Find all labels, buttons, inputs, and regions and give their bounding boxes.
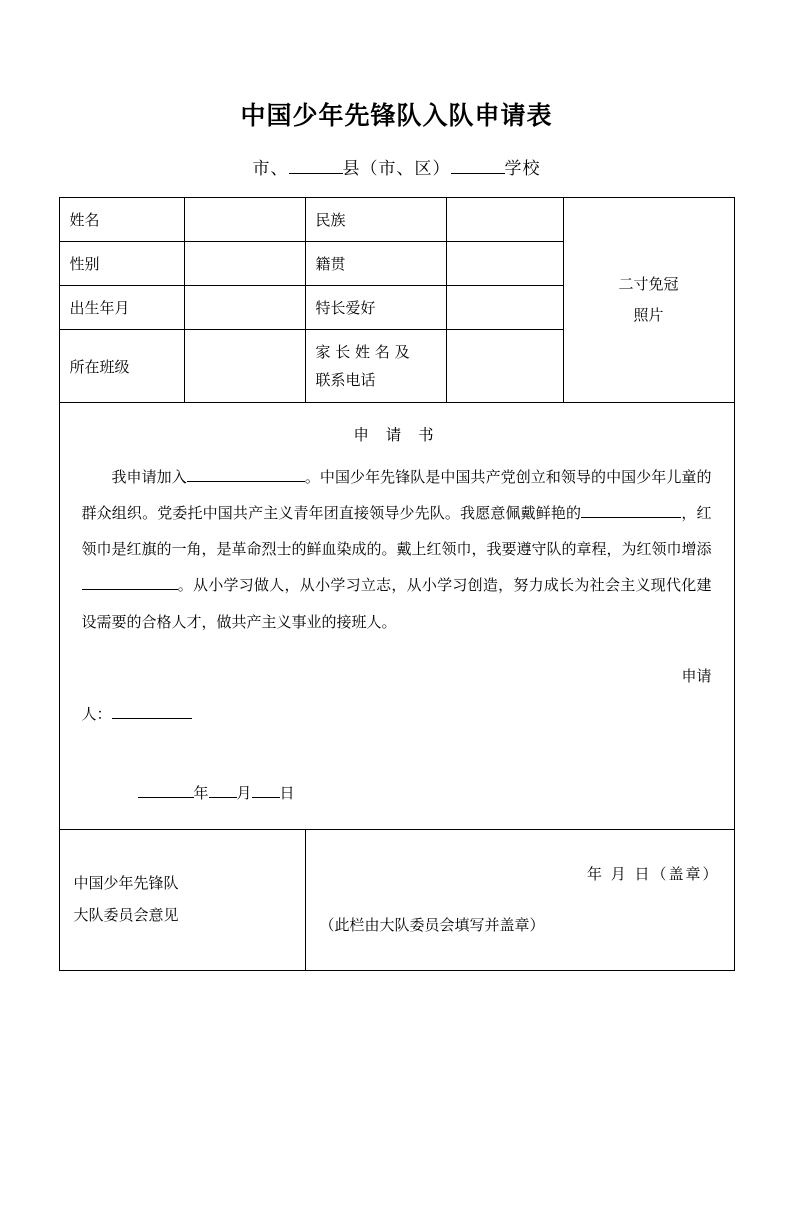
opinion-label	[59, 829, 305, 970]
subtitle-part-city: 市、	[252, 159, 289, 179]
label-hobby: 特长爱好	[305, 286, 446, 330]
opinion-label-line-2: 大队委员会意见	[73, 905, 179, 924]
date-label-month: 月	[236, 783, 252, 802]
photo-line-1: 二寸免冠	[618, 274, 679, 293]
opinion-date-line: 年 月 日（盖章）	[586, 864, 720, 883]
field-birthdate[interactable]	[184, 286, 305, 330]
blank-applicant-signature[interactable]	[112, 718, 192, 719]
label-native-place: 籍贯	[305, 242, 446, 286]
label-guardian-line-1: 家 长 姓 名 及	[315, 342, 410, 361]
date-label-year: 年	[193, 783, 209, 802]
application-body-row	[59, 403, 734, 830]
label-gender: 性别	[59, 242, 184, 286]
subtitle-line	[0, 154, 793, 179]
opinion-row	[59, 829, 734, 970]
blank-day[interactable]	[252, 797, 280, 798]
section-title-application: 申 请 书	[353, 426, 440, 444]
applicant-label-2: 人：	[81, 705, 112, 724]
label-name: 姓名	[59, 198, 184, 242]
blank-organization[interactable]	[187, 481, 305, 482]
application-text-4: 。从小学习做人，从小学习立志，从小学习创造，努力成长为社会主义现代化建设需要的合格人才，做共产主义事业的接班人。	[81, 576, 712, 631]
subtitle-part-county: 县（市、区）	[342, 159, 451, 179]
field-class[interactable]	[184, 330, 305, 403]
photo-line-2: 照片	[633, 306, 664, 324]
document-page	[0, 96, 793, 1218]
field-hobby[interactable]	[446, 286, 563, 330]
blank-year[interactable]	[138, 797, 194, 798]
applicant-label: 申请	[681, 666, 712, 685]
photo-placeholder[interactable]	[563, 198, 734, 403]
opinion-content[interactable]	[305, 829, 734, 970]
applicant-signature-line	[82, 696, 712, 732]
opinion-label-line-1: 中国少年先锋队	[73, 874, 179, 893]
date-label-day: 日	[279, 783, 295, 802]
subtitle-part-school: 学校	[504, 159, 541, 179]
label-class: 所在班级	[59, 330, 184, 403]
label-ethnicity: 民族	[305, 198, 446, 242]
label-guardian-line-2: 联系电话	[315, 371, 376, 389]
field-guardian-contact[interactable]	[446, 330, 563, 403]
subtitle-blank-county[interactable]	[289, 173, 343, 174]
application-date-line	[82, 775, 712, 811]
field-native-place[interactable]	[446, 242, 563, 286]
application-text-2: 。中国少年先锋队是中国共产党创立和领导的中国少年儿童的群众组织。党委托中国共产主义青年团直接领导少先队。我愿意佩戴鲜艳的	[81, 467, 712, 522]
label-guardian-contact	[305, 330, 446, 403]
subtitle-blank-school[interactable]	[451, 173, 505, 174]
table-row	[59, 198, 734, 242]
field-gender[interactable]	[184, 242, 305, 286]
field-name[interactable]	[184, 198, 305, 242]
opinion-note: （此栏由大队委员会填写并盖章）	[319, 915, 545, 934]
application-text-3: ，红领巾是红旗的一角，是革命烈士的鲜血染成的。戴上红领巾，我要遵守队的章程，为红领巾增添	[81, 503, 712, 559]
application-form-table	[59, 197, 735, 971]
application-body	[59, 403, 734, 830]
blank-month[interactable]	[209, 797, 237, 798]
blank-honor[interactable]	[82, 589, 178, 590]
application-text-1: 我申请加入	[111, 467, 187, 486]
page-title: 中国少年先锋队入队申请表	[240, 101, 553, 130]
application-paragraph	[82, 459, 712, 640]
label-birthdate: 出生年月	[59, 286, 184, 330]
field-ethnicity[interactable]	[446, 198, 563, 242]
blank-red-scarf[interactable]	[581, 517, 681, 518]
